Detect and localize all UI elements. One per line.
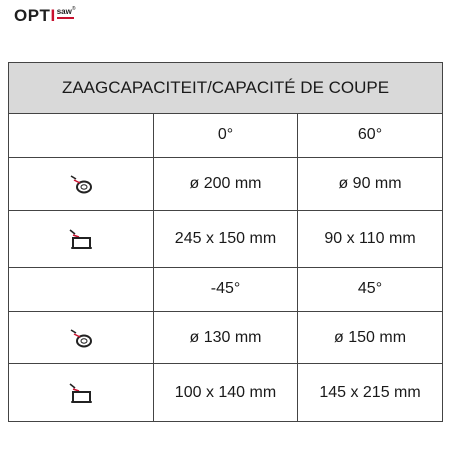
round-stock-icon bbox=[68, 173, 94, 195]
icon-cell bbox=[9, 364, 154, 422]
capacity-value: 100 x 140 mm bbox=[154, 364, 298, 422]
angle-cell: 45° bbox=[298, 267, 443, 311]
icon-cell bbox=[9, 157, 154, 210]
table-row bbox=[9, 311, 443, 364]
icon-cell bbox=[9, 210, 154, 267]
round-stock-icon bbox=[68, 327, 94, 349]
angle-cell: -45° bbox=[154, 267, 298, 311]
capacity-value: ø 150 mm bbox=[298, 311, 443, 364]
angle-header-row bbox=[9, 114, 443, 158]
angle-cell: 60° bbox=[298, 114, 443, 158]
icon-cell bbox=[9, 114, 154, 158]
cutting-capacity-table bbox=[8, 62, 443, 422]
icon-cell bbox=[9, 267, 154, 311]
table-row bbox=[9, 364, 443, 422]
icon-cell bbox=[9, 311, 154, 364]
capacity-value: 90 x 110 mm bbox=[298, 210, 443, 267]
rectangular-stock-icon bbox=[67, 227, 95, 251]
capacity-value: 145 x 215 mm bbox=[298, 364, 443, 422]
logo-registered: ® bbox=[71, 6, 76, 12]
capacity-value: 245 x 150 mm bbox=[154, 210, 298, 267]
logo-sub: saw bbox=[56, 7, 72, 16]
brand-logo bbox=[14, 6, 76, 28]
logo-wordmark: OPTI bbox=[14, 6, 56, 25]
capacity-value: ø 130 mm bbox=[154, 311, 298, 364]
rectangular-stock-icon bbox=[67, 381, 95, 405]
table-row bbox=[9, 157, 443, 210]
capacity-value: ø 90 mm bbox=[298, 157, 443, 210]
capacity-value: ø 200 mm bbox=[154, 157, 298, 210]
table-row bbox=[9, 210, 443, 267]
table-title: ZAAGCAPACITEIT/CAPACITÉ DE COUPE bbox=[9, 63, 443, 114]
table-title-row bbox=[9, 63, 443, 114]
angle-header-row bbox=[9, 267, 443, 311]
angle-cell: 0° bbox=[154, 114, 298, 158]
